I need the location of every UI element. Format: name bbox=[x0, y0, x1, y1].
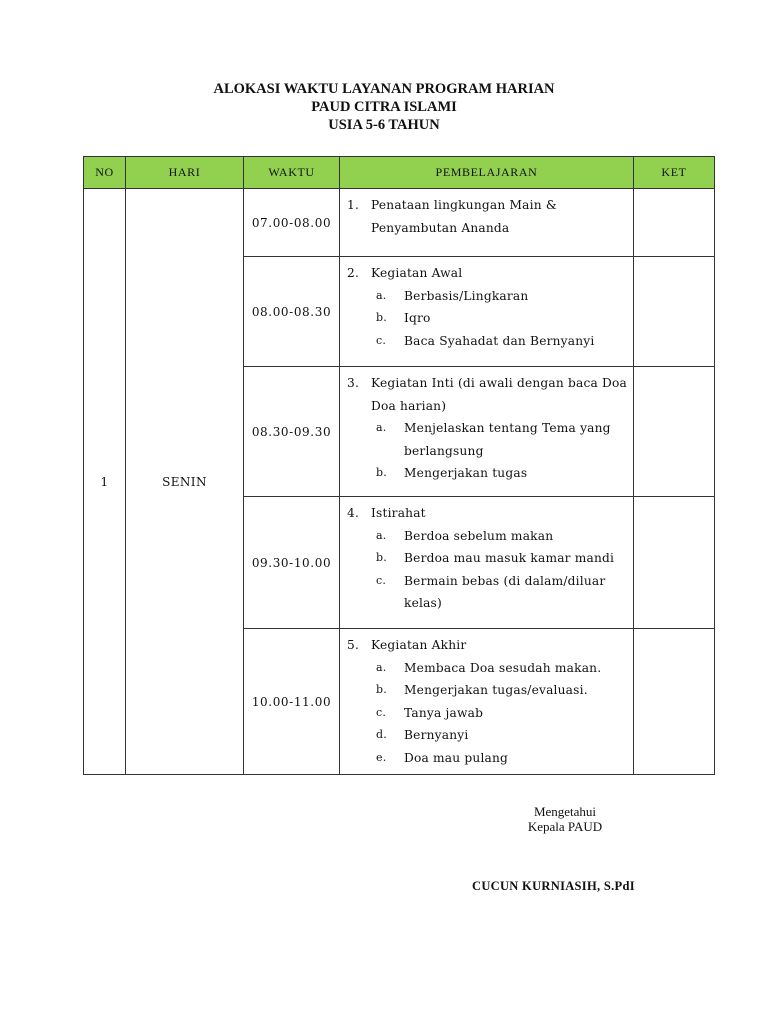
activity-item bbox=[340, 262, 633, 285]
cell-waktu: 07.00-08.00 bbox=[244, 189, 340, 257]
sub-item-text: Membaca Doa sesudah makan. bbox=[404, 660, 602, 675]
cell-ket bbox=[634, 367, 715, 497]
sub-item-text: Berdoa sebelum makan bbox=[404, 528, 554, 543]
sub-item-letter: b. bbox=[376, 311, 387, 324]
sub-item-letter: c. bbox=[376, 333, 387, 347]
sub-item bbox=[340, 330, 633, 353]
sub-item bbox=[340, 724, 633, 747]
cell-pembelajaran bbox=[340, 497, 634, 629]
sub-item-text: Mengerjakan tugas bbox=[404, 466, 528, 480]
header-no: NO bbox=[84, 157, 126, 189]
sub-item-letter: a. bbox=[376, 528, 387, 542]
signer-name: CUCUN KURNIASIH, S.PdI bbox=[472, 879, 635, 893]
sub-item bbox=[340, 462, 633, 485]
sub-item-letter: a. bbox=[376, 421, 387, 434]
signature-block bbox=[500, 804, 630, 834]
activity-number: 1. bbox=[347, 198, 360, 212]
sub-item-text: Berdoa mau masuk kamar mandi bbox=[404, 551, 615, 565]
header-pembelajaran: PEMBELAJARAN bbox=[340, 157, 634, 189]
sub-item-text: Baca Syahadat dan Bernyanyi bbox=[404, 333, 595, 348]
header-waktu: WAKTU bbox=[244, 157, 340, 189]
activity-number: 5. bbox=[347, 638, 360, 652]
sub-item-text: Doa mau pulang bbox=[404, 750, 509, 765]
title-line-3: USIA 5-6 TAHUN bbox=[328, 117, 440, 133]
sub-item-text: Bermain bebas (di dalam/diluar kelas) bbox=[404, 573, 606, 610]
sub-item bbox=[340, 570, 633, 615]
activity-text: Kegiatan Akhir bbox=[371, 638, 467, 652]
sub-item bbox=[340, 679, 633, 702]
signature-line-2: Kepala PAUD bbox=[527, 819, 603, 834]
title-line-2: PAUD CITRA ISLAMI bbox=[311, 99, 457, 115]
cell-pembelajaran bbox=[340, 367, 634, 497]
cell-waktu: 10.00-11.00 bbox=[244, 629, 340, 775]
sub-item bbox=[340, 285, 633, 308]
activity-text: Kegiatan Inti (di awali dengan baca Doa Doa harian) bbox=[371, 376, 628, 413]
sub-item-text: Tanya jawab bbox=[404, 705, 484, 720]
activity-text: Penataan lingkungan Main & Penyambutan Ananda bbox=[371, 198, 557, 235]
table-row bbox=[84, 189, 715, 257]
sub-item bbox=[340, 417, 633, 462]
cell-waktu: 08.00-08.30 bbox=[244, 257, 340, 367]
cell-pembelajaran bbox=[340, 189, 634, 257]
activity-text: Istirahat bbox=[371, 506, 426, 520]
cell-waktu: 08.30-09.30 bbox=[244, 367, 340, 497]
sub-item-letter: b. bbox=[376, 683, 387, 696]
sub-item-letter: b. bbox=[376, 466, 387, 479]
header-hari: HARI bbox=[126, 157, 244, 189]
sub-item bbox=[340, 307, 633, 330]
cell-pembelajaran bbox=[340, 629, 634, 775]
activity-number: 2. bbox=[347, 266, 360, 280]
sub-item-text: Mengerjakan tugas/evaluasi. bbox=[404, 683, 588, 697]
activity-text: Kegiatan Awal bbox=[371, 266, 463, 280]
cell-ket bbox=[634, 629, 715, 775]
activity-number: 4. bbox=[347, 506, 360, 520]
table-header-row bbox=[84, 157, 715, 189]
activity-item bbox=[340, 194, 633, 239]
sub-item bbox=[340, 747, 633, 770]
sub-item bbox=[340, 547, 633, 570]
schedule-table bbox=[83, 156, 715, 775]
sub-item bbox=[340, 525, 633, 548]
cell-ket bbox=[634, 189, 715, 257]
activity-item bbox=[340, 372, 633, 417]
activity-item bbox=[340, 502, 633, 525]
sub-item-text: Berbasis/Lingkaran bbox=[404, 288, 529, 303]
header-ket: KET bbox=[634, 157, 715, 189]
activity-number: 3. bbox=[347, 376, 360, 390]
cell-hari: SENIN bbox=[126, 189, 244, 775]
sub-item-letter: c. bbox=[376, 573, 387, 587]
title-line-1: ALOKASI WAKTU LAYANAN PROGRAM HARIAN bbox=[213, 81, 555, 97]
cell-waktu: 09.30-10.00 bbox=[244, 497, 340, 629]
sub-item bbox=[340, 702, 633, 725]
cell-ket bbox=[634, 497, 715, 629]
cell-no: 1 bbox=[84, 189, 126, 775]
sub-item-letter: b. bbox=[376, 551, 387, 564]
sub-item-letter: e. bbox=[376, 750, 387, 764]
cell-pembelajaran bbox=[340, 257, 634, 367]
cell-ket bbox=[634, 257, 715, 367]
sub-item-text: Bernyanyi bbox=[404, 728, 469, 742]
sub-item-letter: d. bbox=[376, 728, 387, 741]
sub-item-letter: a. bbox=[376, 660, 387, 674]
document-title bbox=[0, 80, 768, 134]
sub-item-letter: c. bbox=[376, 705, 387, 719]
sub-item-text: Menjelaskan tentang Tema yang berlangsung bbox=[404, 421, 611, 458]
sub-item-letter: a. bbox=[376, 288, 387, 302]
signature-line-1: Mengetahui bbox=[533, 804, 597, 819]
sub-item-text: Iqro bbox=[404, 311, 431, 325]
sub-item bbox=[340, 657, 633, 680]
activity-item bbox=[340, 634, 633, 657]
